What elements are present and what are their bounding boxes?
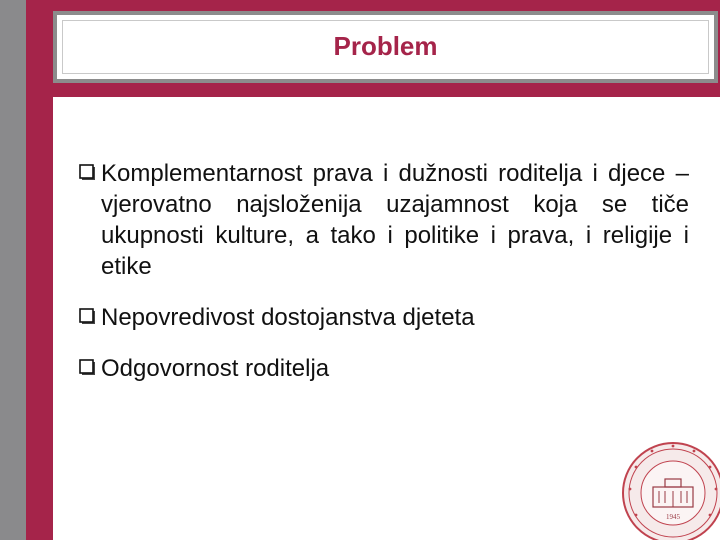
- seal-year: 1945: [666, 513, 680, 521]
- slide-title: Problem: [333, 31, 438, 61]
- bullet-text: Komplementarnost prava i dužnosti roditelja i djece – vjerovatno najsloženija uzajamnost koja se tiče ukupnosti kulture, a tako i politike i prava, i religije i etike: [101, 160, 689, 280]
- university-seal-logo: [619, 437, 720, 540]
- title-frame: [53, 11, 718, 83]
- checkbox-icon: [79, 308, 96, 325]
- bullet-item: [79, 302, 689, 333]
- bullet-item: [79, 158, 689, 282]
- left-gray-stripe: [0, 0, 26, 540]
- checkbox-icon: [79, 359, 96, 376]
- checkbox-icon: [79, 164, 96, 181]
- bullet-item: [79, 353, 689, 384]
- bullet-text: Nepovredivost dostojanstva djeteta: [101, 304, 475, 331]
- bullet-text: Odgovornost roditelja: [101, 355, 330, 382]
- bullet-list: [79, 158, 689, 384]
